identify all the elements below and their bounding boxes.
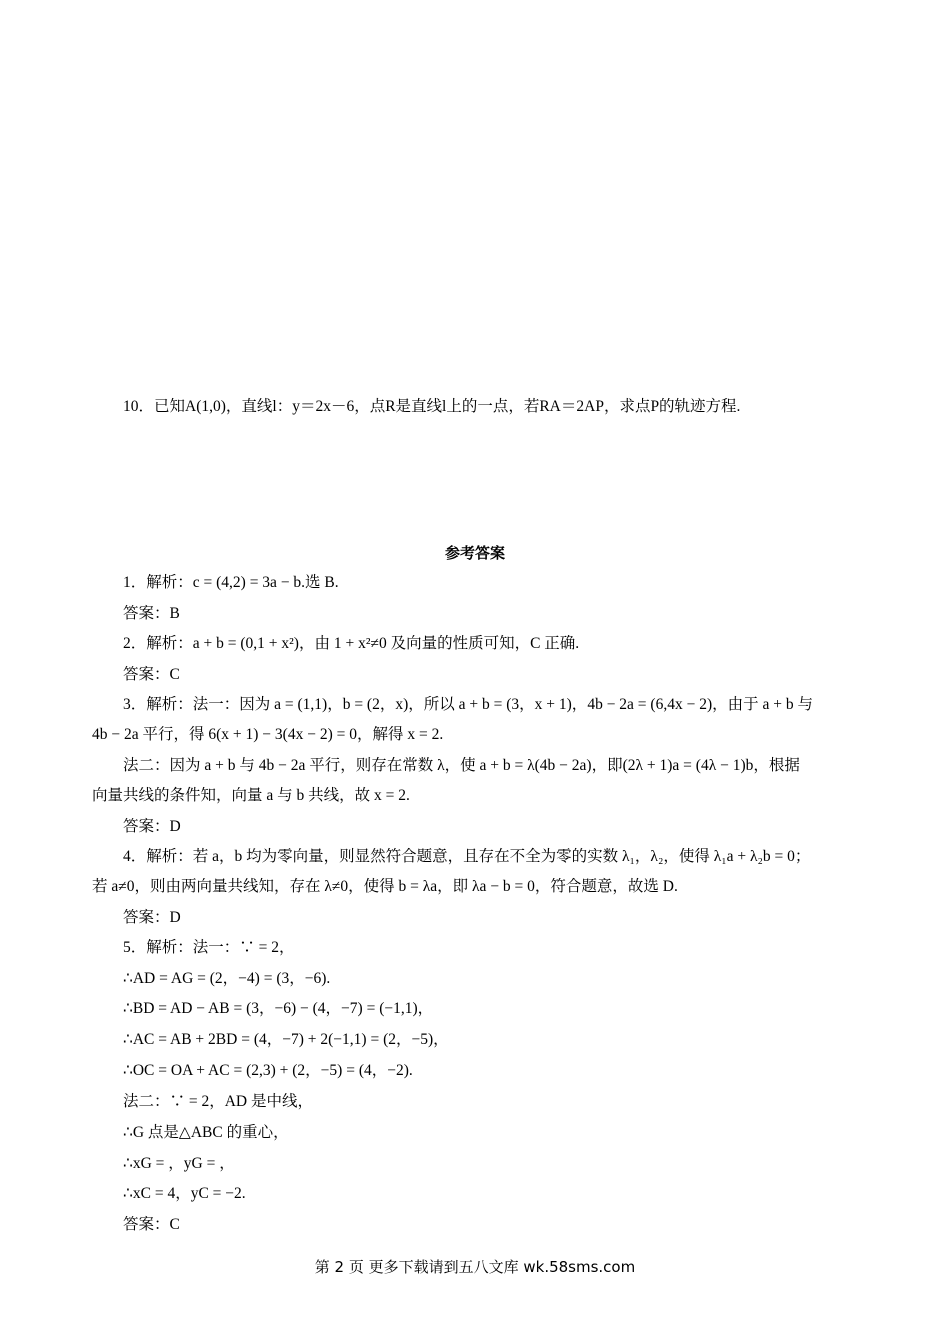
answer-line: 若 a≠0，则由两向量共线知，存在 λ≠0，使得 b = λa，即 λa − b = 0，符合题意，故选 D. (92, 878, 678, 895)
page-footer: 第 2 页 更多下载请到五八文库 wk.58sms.com (314, 1258, 636, 1276)
answer-line: ∴xC = 4，yC = −2. (123, 1185, 246, 1202)
answers-heading: 参考答案 (444, 544, 505, 562)
answer-line: 1．解析：c = (4,2) = 3a − b.选 B. (123, 574, 339, 591)
answer-line: ∴OC = OA + AC = (2,3) + (2，−5) = (4，−2). (123, 1062, 413, 1079)
answer-line: 3．解析：法一：因为 a = (1,1)，b = (2，x)，所以 a + b = (3，x + 1)，4b − 2a = (6,4x − 2)，由于 a + b 与 (123, 696, 813, 713)
answer-line: 法二：因为 a + b 与 4b − 2a 平行，则存在常数 λ，使 a + b = λ(4b − 2a)，即(2λ + 1)a = (4λ − 1)b，根据 (123, 757, 800, 774)
question-10: 10．已知A(1,0)，直线l：y＝2x－6，点R是直线l上的一点，若RA＝2AP，求点P的轨迹方程. (123, 398, 741, 415)
answer-line: 答案：D (123, 818, 181, 835)
answer-line: 答案：D (123, 909, 181, 926)
answer-line: ∴AD = AG = (2，−4) = (3，−6). (123, 970, 331, 987)
answer-line: 答案：C (123, 1216, 180, 1233)
answer-line: 法二：∵ = 2，AD 是中线， (123, 1093, 314, 1110)
answer-line: ∴G 点是△ABC 的重心， (123, 1124, 289, 1141)
answer-line: ∴xG = ，yG = ， (123, 1155, 235, 1172)
answer-line: 4b − 2a 平行，得 6(x + 1) − 3(4x − 2) = 0，解得 x = 2. (92, 726, 444, 743)
answer-line: ∴AC = AB + 2BD = (4，−7) + 2(−1,1) = (2，−5)， (123, 1031, 449, 1048)
answer-line: 答案：B (123, 605, 180, 622)
answer-line: 5．解析：法一：∵ = 2， (123, 939, 295, 956)
answer-line: 4．解析：若 a，b 均为零向量，则显然符合题意，且存在不全为零的实数 λ₁，λ₂，使得 λ₁a + λ₂b = 0； (123, 848, 811, 865)
answer-line: 向量共线的条件知，向量 a 与 b 共线，故 x = 2. (92, 787, 410, 804)
answer-line: 答案：C (123, 666, 180, 683)
answer-line: ∴BD = AD − AB = (3，−6) − (4，−7) = (−1,1)， (123, 1000, 434, 1017)
answer-line: 2．解析：a + b = (0,1 + x²)，由 1 + x²≠0 及向量的性质可知，C 正确. (123, 635, 580, 652)
